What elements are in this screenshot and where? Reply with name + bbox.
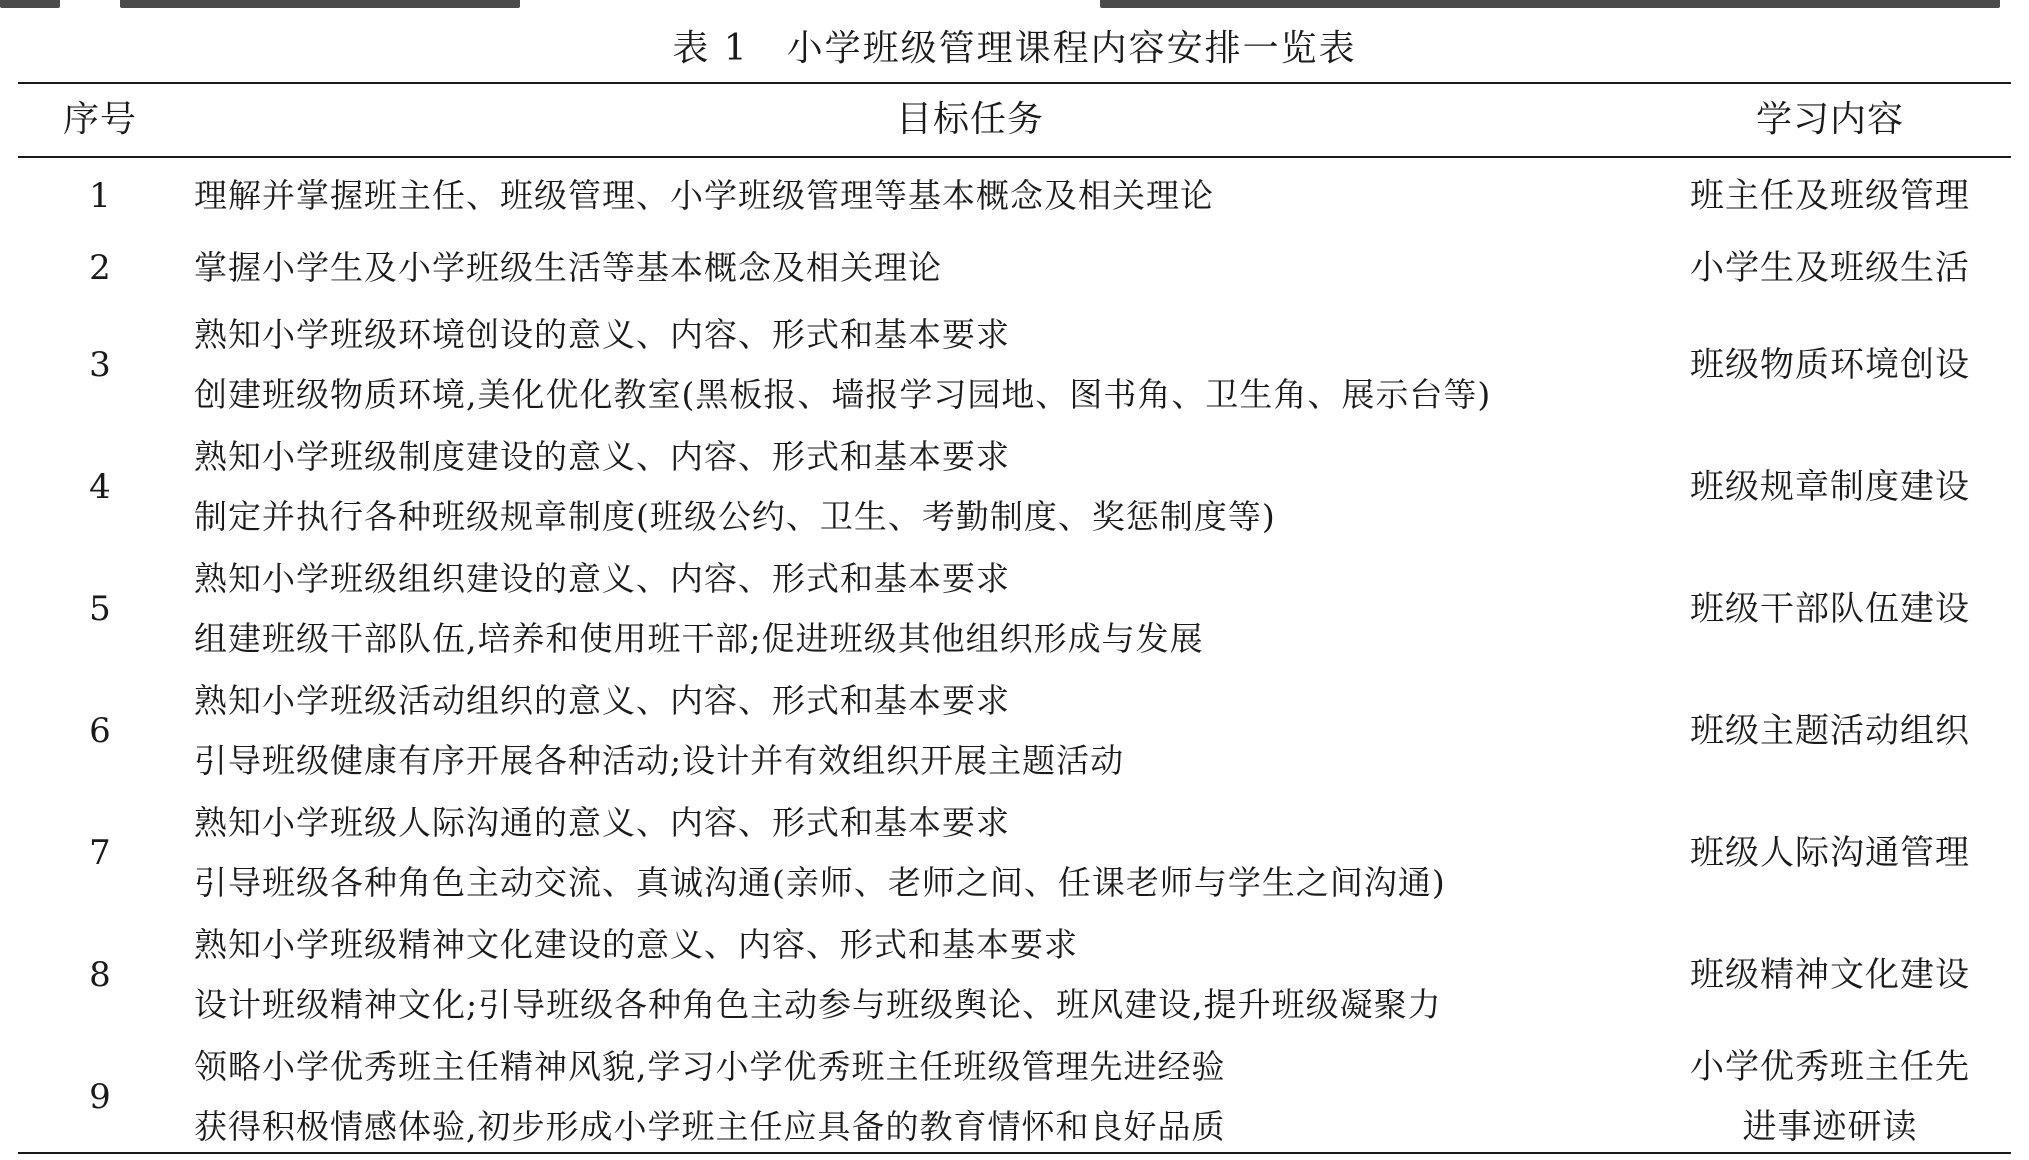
content-line: 小学生及班级生活 [1690,248,1970,288]
task-line: 引导班级各种角色主动交流、真诚沟通(亲师、老师之间、任课老师与学生之间沟通) [194,863,1446,902]
row-number: 2 [89,248,111,288]
content-line: 班主任及班级管理 [1690,176,1970,216]
header-task: 目标任务 [895,99,1044,140]
table-row [0,426,2029,548]
task-line: 熟知小学班级制度建设的意义、内容、形式和基本要求 [194,437,1010,476]
cropped-text-fragment [120,0,520,8]
row-task [194,232,1654,304]
task-line: 组建班级干部队伍,培养和使用班干部;促进班级其他组织形成与发展 [194,619,1204,658]
table-caption-number: 表 1 [672,28,749,69]
row-number: 6 [89,711,111,751]
table-row [0,792,2029,914]
row-content [1660,1036,2000,1158]
row-content [1660,914,2000,1036]
row-number: 5 [89,589,111,629]
task-line: 创建班级物质环境,美化优化教室(黑板报、墙报学习园地、图书角、卫生角、展示台等) [194,375,1492,414]
header-number: 序号 [62,99,137,140]
cropped-text-fragment [1100,0,2000,8]
row-task [194,304,1654,426]
table-body [0,160,2029,1158]
table-row [0,160,2029,232]
content-line: 小学优秀班主任先 [1690,1047,1970,1087]
row-number: 9 [89,1077,111,1117]
table-row [0,304,2029,426]
row-number: 7 [89,833,111,873]
row-task [194,1036,1654,1158]
row-number: 4 [89,467,111,507]
cropped-previous-text [0,0,2029,8]
content-line: 班级人际沟通管理 [1690,833,1970,873]
task-line: 熟知小学班级人际沟通的意义、内容、形式和基本要求 [194,803,1010,842]
table-row [0,548,2029,670]
row-content [1660,792,2000,914]
row-task [194,792,1654,914]
row-task [194,160,1654,232]
row-number: 1 [89,176,111,216]
task-line: 获得积极情感体验,初步形成小学班主任应具备的教育情怀和良好品质 [194,1107,1226,1146]
task-line: 熟知小学班级活动组织的意义、内容、形式和基本要求 [194,681,1010,720]
cropped-text-fragment [0,0,60,8]
content-line: 班级规章制度建设 [1690,467,1970,507]
row-content [1660,232,2000,304]
task-line: 领略小学优秀班主任精神风貌,学习小学优秀班主任班级管理先进经验 [194,1047,1226,1086]
table-row [0,914,2029,1036]
row-content [1660,304,2000,426]
table-row [0,670,2029,792]
row-task [194,426,1654,548]
row-number: 8 [89,955,111,995]
content-line: 班级精神文化建设 [1690,955,1970,995]
table-row [0,1036,2029,1158]
table-top-rule [18,82,2011,84]
row-task [194,670,1654,792]
task-line: 熟知小学班级组织建设的意义、内容、形式和基本要求 [194,559,1010,598]
task-line: 熟知小学班级环境创设的意义、内容、形式和基本要求 [194,315,1010,354]
task-line: 熟知小学班级精神文化建设的意义、内容、形式和基本要求 [194,925,1078,964]
row-number: 3 [89,345,111,385]
table-header-rule [18,156,2011,158]
task-line: 理解并掌握班主任、班级管理、小学班级管理等基本概念及相关理论 [194,176,1214,215]
row-content [1660,670,2000,792]
task-line: 设计班级精神文化;引导班级各种角色主动参与班级舆论、班风建设,提升班级凝聚力 [194,985,1442,1024]
table-caption-title: 小学班级管理课程内容安排一览表 [786,28,1357,69]
content-line: 进事迹研读 [1742,1107,1918,1147]
content-line: 班级干部队伍建设 [1690,589,1970,629]
table-caption [0,20,2029,71]
table-bottom-rule [18,1152,2011,1154]
task-line: 引导班级健康有序开展各种活动;设计并有效组织开展主题活动 [194,741,1125,780]
table-row [0,232,2029,304]
row-content [1660,160,2000,232]
row-task [194,548,1654,670]
header-content: 学习内容 [1755,99,1904,140]
content-line: 班级物质环境创设 [1690,345,1970,385]
content-line: 班级主题活动组织 [1690,711,1970,751]
task-line: 制定并执行各种班级规章制度(班级公约、卫生、考勤制度、奖惩制度等) [194,497,1276,536]
row-task [194,914,1654,1036]
row-content [1660,426,2000,548]
row-content [1660,548,2000,670]
task-line: 掌握小学生及小学班级生活等基本概念及相关理论 [194,248,942,287]
